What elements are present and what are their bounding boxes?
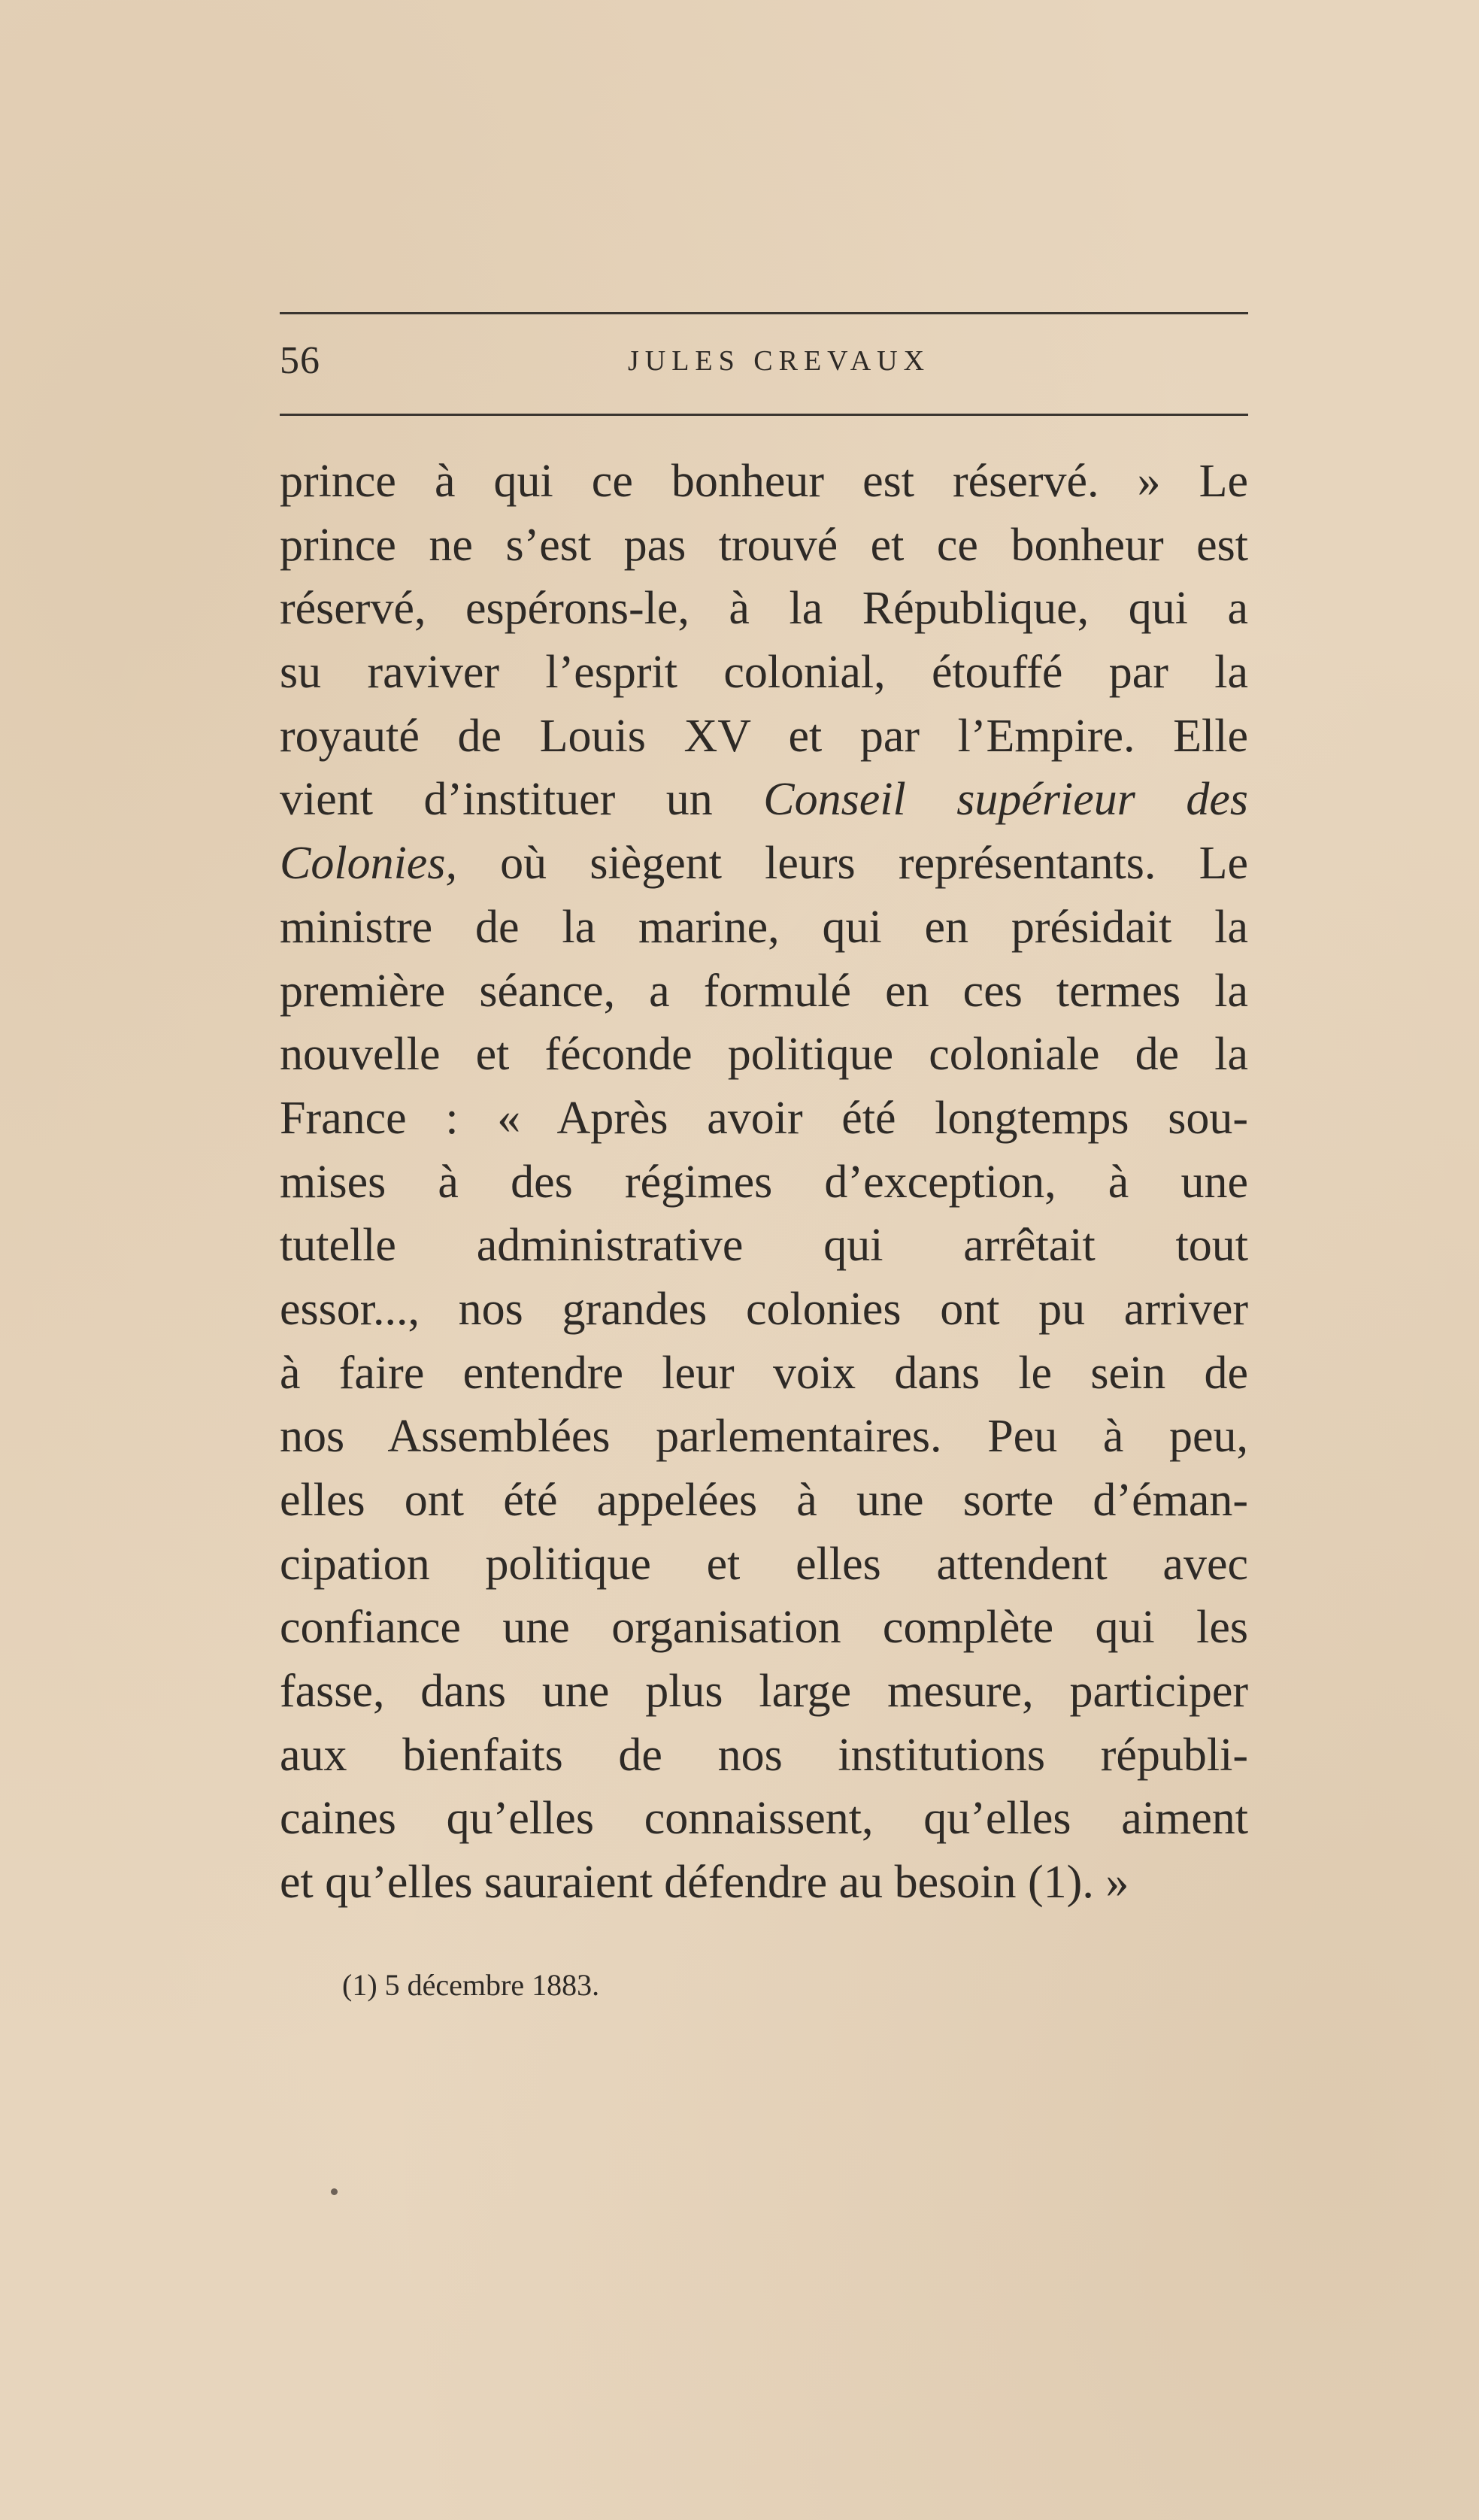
text-line: essor..., nos grandes colonies ont pu arriver	[280, 1283, 1248, 1335]
text-line: première séance, a formulé en ces termes la	[280, 965, 1248, 1017]
running-title: JULES CREVAUX	[627, 345, 931, 377]
text-line: caines qu’elles connaissent, qu’elles aiment	[280, 1793, 1248, 1845]
text-line: aux bienfaits de nos institutions républi-	[280, 1729, 1248, 1781]
text-line: cipation politique et elles attendent avec	[280, 1538, 1248, 1590]
text-line	[280, 832, 1248, 896]
header-bottom-rule	[280, 414, 1248, 416]
text-line	[280, 768, 1248, 832]
text-line: royauté de Louis XV et par l’Empire. Elle	[280, 710, 1248, 762]
body-text	[280, 450, 1248, 1915]
footnote: (1) 5 décembre 1883.	[342, 1968, 600, 2002]
header-top-rule	[280, 312, 1248, 314]
text-line: France : « Après avoir été longtemps sou-	[280, 1092, 1248, 1144]
text-line-start: vient d’instituer un	[280, 774, 764, 826]
running-head	[280, 331, 1248, 391]
text-line: nos Assemblées parlementaires. Peu à peu,	[280, 1411, 1248, 1463]
ink-speck	[331, 2188, 338, 2195]
text-line: prince ne s’est pas trouvé et ce bonheur est	[280, 519, 1248, 571]
text-line: tutelle administrative qui arrêtait tout	[280, 1220, 1248, 1272]
text-line: confiance une organisation complète qui les	[280, 1602, 1248, 1654]
italic-title-fragment: Conseil supérieur des	[763, 774, 1248, 826]
text-line: à faire entendre leur voix dans le sein de	[280, 1347, 1248, 1399]
text-line: réservé, espérons-le, à la République, qui a	[280, 583, 1248, 635]
text-line: mises à des régimes d’exception, à une	[280, 1156, 1248, 1208]
italic-title-fragment: Colonies,	[280, 838, 501, 890]
page-number: 56	[280, 339, 320, 382]
text-line: et qu’elles sauraient défendre au besoin (1). »	[280, 1857, 1129, 1909]
text-line: fasse, dans une plus large mesure, participer	[280, 1666, 1248, 1718]
text-line-end: où siègent leurs représentants. Le	[500, 838, 1248, 890]
text-line: ministre de la marine, qui en présidait la	[280, 901, 1248, 953]
text-line: nouvelle et féconde politique coloniale de la	[280, 1029, 1248, 1081]
text-line: prince à qui ce bonheur est réservé. » Le	[280, 456, 1248, 507]
text-line: elles ont été appelées à une sorte d’éman-	[280, 1475, 1248, 1526]
text-line: su raviver l’esprit colonial, étouffé par la	[280, 647, 1248, 699]
